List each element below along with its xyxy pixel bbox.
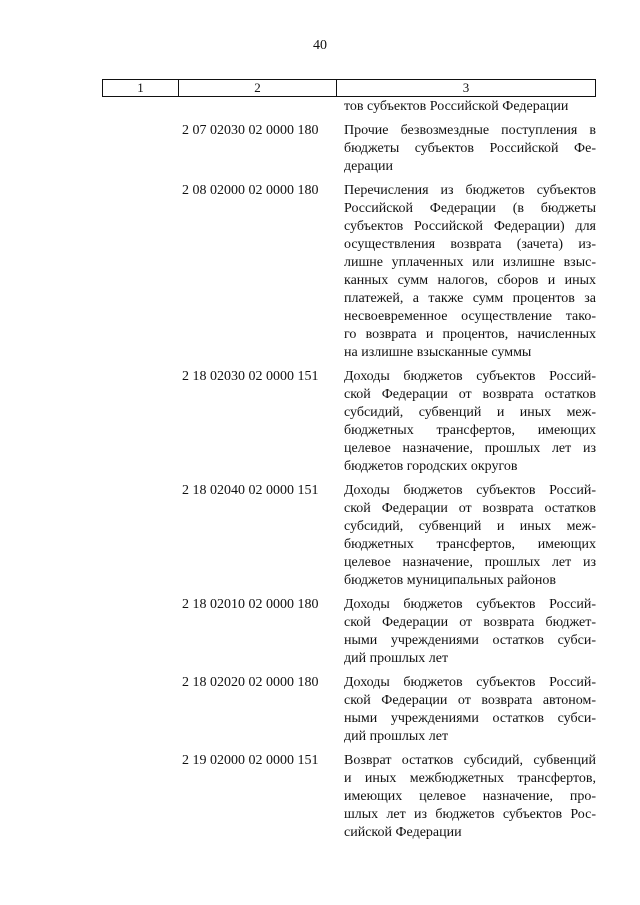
- classification-code: 2 18 02030 02 0000 151: [182, 369, 319, 384]
- description-line: Российской Федерации (в бюджеты: [344, 201, 596, 216]
- revenue-description: [344, 368, 596, 476]
- revenue-description: [344, 122, 596, 176]
- description-line: субъектов Российской Федерации) для: [344, 219, 596, 234]
- description-line: субсидий, субвенций и иных меж-: [344, 405, 596, 420]
- revenue-description: [344, 674, 596, 746]
- table-row: [180, 368, 596, 476]
- table-row: [180, 482, 596, 590]
- description-line: ской Федерации от возврата автоном-: [344, 693, 596, 708]
- description-line: сийской Федерации: [344, 825, 462, 840]
- table-row: [180, 182, 596, 362]
- description-line: бюджеты субъектов Российской Фе-: [344, 141, 596, 156]
- table-row: [180, 674, 596, 746]
- description-line: на излишне взысканные суммы: [344, 345, 532, 360]
- description-line: шлых лет из бюджетов субъектов Рос-: [344, 807, 596, 822]
- description-line: бюджетов городских округов: [344, 459, 518, 474]
- table-row: [180, 596, 596, 668]
- description-line: го возврата и процентов, начисленных: [344, 327, 596, 342]
- header-col-1: 1: [103, 80, 179, 96]
- page-number: 40: [313, 38, 327, 53]
- description-line: лишне уплаченных или излишне взыс-: [344, 255, 596, 270]
- description-line: несвоевременное осуществление тако-: [344, 309, 596, 324]
- description-line: дий прошлых лет: [344, 729, 449, 744]
- revenue-description: [344, 596, 596, 668]
- table-row: [180, 98, 596, 116]
- description-line: тов субъектов Российской Федерации: [344, 99, 569, 114]
- classification-code: 2 07 02030 02 0000 180: [182, 123, 319, 138]
- table-body: [180, 98, 596, 848]
- description-line: Перечисления из бюджетов субъектов: [344, 183, 596, 198]
- classification-code: 2 18 02010 02 0000 180: [182, 597, 319, 612]
- description-line: Прочие безвозмездные поступления в: [344, 123, 596, 138]
- classification-code: 2 18 02020 02 0000 180: [182, 675, 319, 690]
- description-line: ными учреждениями остатков субси-: [344, 633, 596, 648]
- classification-code: 2 18 02040 02 0000 151: [182, 483, 319, 498]
- description-line: Доходы бюджетов субъектов Россий-: [344, 483, 596, 498]
- description-line: Доходы бюджетов субъектов Россий-: [344, 597, 596, 612]
- description-line: субсидий, субвенций и иных меж-: [344, 519, 596, 534]
- description-line: дерации: [344, 159, 394, 174]
- description-line: осуществления возврата (зачета) из-: [344, 237, 596, 252]
- description-line: Возврат остатков субсидий, субвенций: [344, 753, 596, 768]
- table-header: [102, 79, 596, 97]
- description-line: имеющих целевое назначение, про-: [344, 789, 596, 804]
- classification-code: [180, 98, 344, 116]
- description-line: ской Федерации от возврата остатков: [344, 387, 596, 402]
- description-line: бюджетных трансфертов, имеющих: [344, 537, 596, 552]
- description-line: целевое назначение, прошлых лет из: [344, 441, 596, 456]
- revenue-description: [344, 182, 596, 362]
- description-line: бюджетов муниципальных районов: [344, 573, 556, 588]
- description-line: Доходы бюджетов субъектов Россий-: [344, 369, 596, 384]
- classification-code: 2 19 02000 02 0000 151: [182, 753, 319, 768]
- header-col-3: 3: [462, 80, 470, 95]
- description-line: целевое назначение, прошлых лет из: [344, 555, 596, 570]
- revenue-description: [344, 752, 596, 842]
- header-col-2: 2: [179, 80, 337, 96]
- description-line: ской Федерации от возврата бюджет-: [344, 615, 596, 630]
- description-line: дий прошлых лет: [344, 651, 449, 666]
- description-line: ской Федерации от возврата остатков: [344, 501, 596, 516]
- description-line: ными учреждениями остатков субси-: [344, 711, 596, 726]
- description-line: и иных межбюджетных трансфертов,: [344, 771, 596, 786]
- description-line: Доходы бюджетов субъектов Россий-: [344, 675, 596, 690]
- description-line: платежей, а также сумм процентов за: [344, 291, 596, 306]
- table-row: [180, 122, 596, 176]
- classification-code: 2 08 02000 02 0000 180: [182, 183, 319, 198]
- revenue-description: [344, 482, 596, 590]
- description-line: бюджетных трансфертов, имеющих: [344, 423, 596, 438]
- revenue-description: [344, 98, 596, 116]
- table-row: [180, 752, 596, 842]
- description-line: канных сумм налогов, сборов и иных: [344, 273, 596, 288]
